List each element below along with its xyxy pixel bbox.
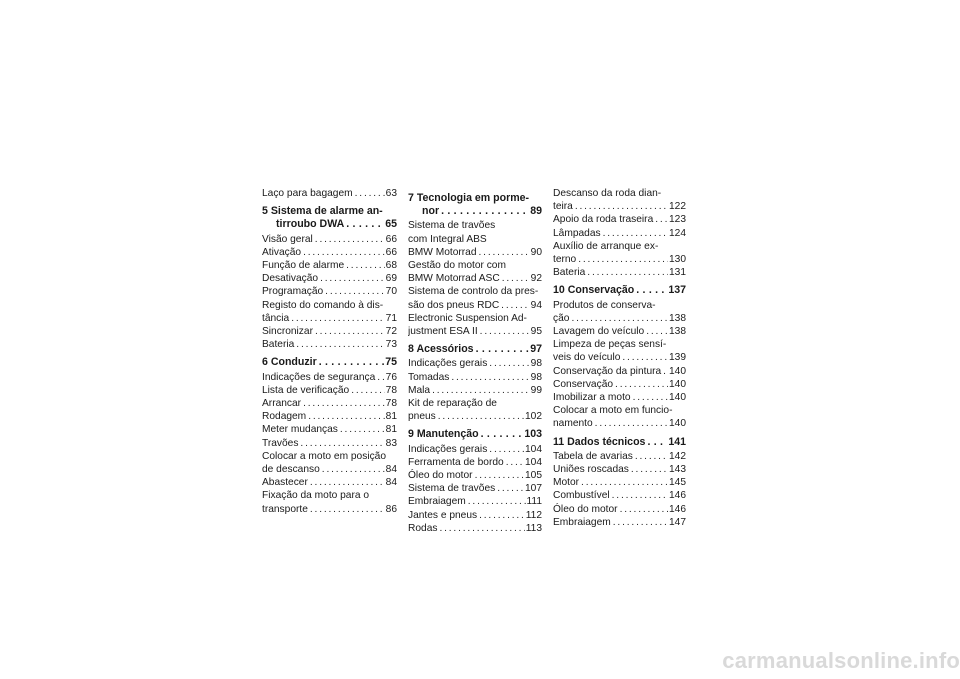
entry-title: nor	[422, 205, 440, 218]
entry-title: Bateria	[262, 339, 295, 351]
page-number: 140	[669, 365, 686, 377]
leader-dots	[603, 227, 668, 240]
entry-title: namento	[553, 418, 593, 430]
leader-dots	[475, 469, 524, 482]
page-number: 104	[525, 456, 542, 468]
index-section-heading	[553, 436, 686, 449]
leader-dots	[439, 522, 524, 535]
entry-title: veis do veículo	[553, 352, 621, 364]
entry-title: Ativação	[262, 246, 302, 258]
page-number: 75	[385, 356, 397, 369]
index-column-3	[553, 187, 686, 529]
entry-title: Indicações gerais	[408, 358, 488, 370]
watermark-text: carmanualsonline.info	[722, 648, 960, 673]
leader-dots	[646, 325, 668, 338]
page-number: 99	[530, 384, 542, 396]
index-entry	[408, 357, 542, 370]
index-entry	[553, 489, 686, 502]
index-column-1	[262, 187, 397, 516]
page-number: 63	[385, 188, 397, 199]
page-number: 78	[385, 398, 397, 410]
index-entry	[408, 397, 542, 423]
index-entry	[262, 397, 397, 410]
entry-title: terno	[553, 254, 577, 266]
index-entry	[408, 522, 542, 535]
entry-title: transporte	[262, 503, 308, 515]
leader-dots	[481, 428, 524, 441]
entry-text-line: Sistema de travões	[408, 220, 496, 232]
page-number: 113	[525, 522, 542, 534]
page-number: 72	[385, 326, 397, 338]
index-entry	[262, 338, 397, 351]
entry-title: Meter mudanças	[262, 424, 338, 436]
page-number: 111	[526, 496, 542, 508]
leader-dots	[587, 266, 668, 279]
page-number: 102	[525, 411, 542, 423]
entry-title: Indicações gerais	[408, 443, 488, 455]
entry-text-line: Electronic Suspension Ad-	[408, 312, 527, 324]
entry-title: Desativação	[262, 273, 319, 285]
page-number: 70	[385, 286, 397, 298]
page-number: 123	[669, 214, 686, 226]
index-section-heading	[408, 428, 542, 441]
index-entry	[553, 266, 686, 279]
leader-dots	[502, 272, 530, 285]
index-entry	[262, 371, 397, 384]
entry-title: Arrancar	[262, 398, 302, 410]
leader-dots	[615, 378, 668, 391]
page-number: 138	[669, 312, 686, 324]
page-number: 76	[385, 371, 397, 383]
index-entry	[553, 240, 686, 266]
entry-title: Visão geral	[262, 233, 313, 245]
page-number: 140	[669, 392, 686, 404]
page-number: 71	[385, 312, 397, 324]
page-number: 73	[385, 339, 397, 351]
leader-dots	[636, 284, 667, 297]
section-heading-first-line: 5 Sistema de alarme an-	[262, 205, 383, 218]
entry-title: Lista de verificação	[262, 384, 350, 396]
page-number: 103	[524, 428, 542, 441]
entry-title: Sincronizar	[262, 326, 313, 338]
page-number: 81	[385, 424, 397, 436]
page-number: 146	[669, 503, 686, 515]
index-entry	[262, 187, 397, 200]
index-entry	[553, 338, 686, 364]
leader-dots	[635, 450, 668, 463]
entry-title: Conservação	[553, 378, 614, 390]
leader-dots	[575, 200, 668, 213]
index-entry	[553, 391, 686, 404]
page-number: 95	[530, 326, 542, 338]
entry-title: de descanso	[262, 464, 320, 476]
page-number: 94	[530, 299, 542, 311]
index-entry	[553, 503, 686, 516]
leader-dots	[612, 489, 668, 502]
entry-title: justment ESA II	[408, 326, 478, 338]
entry-title: Abastecer	[262, 477, 308, 489]
leader-dots	[501, 299, 529, 312]
page-number: 97	[530, 343, 542, 356]
index-entry	[262, 246, 397, 259]
index-entry	[408, 259, 542, 285]
leader-dots	[300, 437, 384, 450]
entry-title: Combustível	[553, 490, 610, 502]
entry-title: Programação	[262, 286, 324, 298]
index-entry	[553, 227, 686, 240]
leader-dots	[340, 423, 385, 436]
leader-dots	[581, 476, 668, 489]
leader-dots	[308, 410, 384, 423]
entry-title: Lavagem do veículo	[553, 326, 645, 338]
index-entry	[262, 285, 397, 298]
page-number: 138	[669, 326, 686, 338]
entry-text-line: Sistema de controlo da pres-	[408, 286, 539, 298]
entry-title: 10 Conservação	[553, 284, 635, 297]
index-entry	[262, 410, 397, 423]
index-entry	[553, 213, 686, 226]
page-number: 130	[669, 254, 686, 266]
entry-title: Motor	[553, 477, 580, 489]
leader-dots	[479, 509, 525, 522]
leader-dots	[497, 482, 524, 495]
index-entry	[553, 299, 686, 325]
page-number: 147	[669, 516, 686, 528]
leader-dots	[479, 246, 530, 259]
entry-title: Rodagem	[262, 411, 307, 423]
page-number: 137	[668, 284, 686, 297]
entry-title: Rodas	[408, 522, 438, 534]
leader-dots	[489, 443, 524, 456]
page-number: 81	[385, 411, 397, 423]
entry-text-line: Limpeza de peças sensí-	[553, 339, 667, 351]
page-number: 140	[669, 378, 686, 390]
page-number: 90	[530, 246, 542, 258]
index-entry	[408, 469, 542, 482]
page-number: 66	[385, 246, 397, 258]
index-entry	[408, 285, 542, 311]
leader-dots	[303, 397, 385, 410]
entry-title: Mala	[408, 384, 431, 396]
entry-title: Embraiagem	[553, 516, 611, 528]
page-number: 104	[525, 443, 542, 455]
leader-dots	[315, 325, 385, 338]
leader-dots	[296, 338, 384, 351]
leader-dots	[595, 417, 668, 430]
index-entry	[262, 272, 397, 285]
section-heading-first-line: 7 Tecnologia em porme-	[408, 192, 530, 204]
entry-title: são dos pneus RDC	[408, 299, 500, 311]
page-number: 142	[669, 450, 686, 462]
index-entry	[262, 325, 397, 338]
entry-text-line: Descanso da roda dian-	[553, 188, 662, 199]
index-entry	[262, 437, 397, 450]
page-number: 69	[385, 273, 397, 285]
entry-title: Ferramenta de bordo	[408, 456, 504, 468]
page-number: 122	[669, 201, 686, 213]
entry-title: Óleo do motor	[553, 503, 618, 515]
entry-title: tância	[262, 312, 290, 324]
page-number: 83	[385, 437, 397, 449]
index-entry	[408, 456, 542, 469]
leader-dots	[303, 246, 385, 259]
index-section-heading	[408, 343, 542, 356]
leader-dots	[310, 476, 385, 489]
page-number: 143	[669, 464, 686, 476]
leader-dots	[310, 503, 385, 516]
entry-title: Tomadas	[408, 371, 450, 383]
entry-title: Jantes e pneus	[408, 509, 478, 521]
page-number: 89	[530, 205, 542, 218]
entry-title: 11 Dados técnicos	[553, 435, 646, 448]
index-entry	[553, 404, 686, 430]
index-entry	[408, 384, 542, 397]
leader-dots	[578, 253, 668, 266]
index-entry	[553, 365, 686, 378]
entry-text-line: Gestão do motor com	[408, 260, 506, 272]
entry-title: Travões	[262, 437, 299, 449]
index-entry	[262, 423, 397, 436]
index-section-heading	[553, 284, 686, 297]
index-section-heading	[408, 192, 542, 218]
page-number: 68	[385, 260, 397, 272]
page-number: 112	[525, 509, 542, 521]
leader-dots	[476, 343, 530, 356]
leader-dots	[377, 371, 384, 384]
index-entry	[408, 443, 542, 456]
leader-dots	[489, 357, 529, 370]
leader-dots	[325, 285, 385, 298]
leader-dots	[655, 213, 668, 226]
page-number: 98	[530, 358, 542, 370]
index-entry	[553, 187, 686, 213]
entry-title: 6 Conduzir	[262, 356, 317, 369]
entry-title: BMW Motorrad ASC	[408, 273, 500, 285]
entry-title: BMW Motorrad	[408, 246, 477, 258]
entry-title: Embraiagem	[408, 496, 466, 508]
entry-title: Sistema de travões	[408, 483, 496, 495]
entry-text-line: Registo do comando à dis-	[262, 299, 384, 311]
index-entry	[408, 482, 542, 495]
index-section-heading	[262, 205, 397, 231]
page-number: 84	[385, 464, 397, 476]
leader-dots	[351, 384, 384, 397]
leader-dots	[346, 259, 385, 272]
entry-title: Óleo do motor	[408, 470, 473, 482]
index-entry	[262, 489, 397, 515]
entry-title: Apoio da roda traseira	[553, 214, 654, 226]
entry-title: 8 Acessórios	[408, 343, 474, 356]
page-number: 146	[669, 490, 686, 502]
leader-dots	[291, 312, 384, 325]
leader-dots	[480, 325, 530, 338]
entry-title: Laço para bagagem	[262, 188, 353, 199]
page-number: 105	[525, 470, 542, 482]
leader-dots	[441, 205, 529, 218]
entry-title: Uniões roscadas	[553, 464, 629, 476]
leader-dots	[468, 495, 526, 508]
index-entry	[408, 495, 542, 508]
page-number: 141	[668, 435, 686, 448]
entry-title: Função de alarme	[262, 260, 345, 272]
index-entry	[262, 476, 397, 489]
page-number: 131	[669, 267, 686, 279]
page-number: 145	[669, 477, 686, 489]
leader-dots	[355, 187, 385, 200]
entry-title: Tabela de avarias	[553, 450, 633, 462]
leader-dots	[322, 463, 385, 476]
index-entry	[553, 325, 686, 338]
index-entry	[262, 450, 397, 476]
leader-dots	[631, 463, 668, 476]
leader-dots	[506, 456, 524, 469]
page-number: 107	[525, 483, 542, 495]
leader-dots	[320, 272, 385, 285]
entry-text-line: com Integral ABS	[408, 233, 487, 245]
leader-dots	[663, 365, 668, 378]
entry-text-line: Auxílio de arranque ex-	[553, 240, 659, 252]
index-entry	[553, 516, 686, 529]
leader-dots	[438, 410, 524, 423]
entry-title: Bateria	[553, 267, 586, 279]
page-number: 92	[530, 273, 542, 285]
leader-dots	[571, 312, 668, 325]
entry-title: Imobilizar a moto	[553, 392, 631, 404]
page-number: 139	[669, 352, 686, 364]
leader-dots	[647, 436, 667, 449]
page-number: 98	[530, 371, 542, 383]
leader-dots	[622, 351, 668, 364]
index-entry	[262, 384, 397, 397]
index-column-2	[408, 187, 542, 535]
page-number: 65	[385, 218, 397, 231]
index-entry	[262, 259, 397, 272]
entry-text-line: Fixação da moto para o	[262, 490, 370, 502]
index-entry	[408, 312, 542, 338]
index-entry	[553, 463, 686, 476]
leader-dots	[451, 371, 529, 384]
index-entry	[553, 476, 686, 489]
entry-title: 9 Manutenção	[408, 428, 479, 441]
entry-title: pneus	[408, 411, 436, 423]
index-entry	[408, 219, 542, 259]
entry-text-line: Kit de reparação de	[408, 398, 497, 410]
page-number: 66	[385, 233, 397, 245]
leader-dots	[315, 233, 385, 246]
entry-title: tirroubo DWA	[276, 218, 345, 231]
page-number: 84	[385, 477, 397, 489]
entry-title: teira	[553, 201, 573, 213]
index-entry	[553, 450, 686, 463]
page-number: 78	[385, 384, 397, 396]
index-section-heading	[262, 356, 397, 369]
page-number: 124	[669, 227, 686, 239]
entry-title: Indicações de segurança	[262, 371, 376, 383]
entry-text-line: Produtos de conserva-	[553, 299, 656, 311]
entry-title: ção	[553, 312, 570, 324]
leader-dots	[620, 503, 668, 516]
index-entry	[408, 509, 542, 522]
page-number: 86	[385, 503, 397, 515]
index-entry	[553, 378, 686, 391]
index-entry	[408, 371, 542, 384]
leader-dots	[633, 391, 668, 404]
index-entry	[262, 233, 397, 246]
leader-dots	[346, 218, 384, 231]
leader-dots	[319, 356, 384, 369]
page-number: 140	[669, 418, 686, 430]
leader-dots	[432, 384, 530, 397]
leader-dots	[613, 516, 668, 529]
entry-title: Conservação da pintura	[553, 365, 662, 377]
entry-text-line: Colocar a moto em funcio-	[553, 405, 673, 417]
entry-title: Lâmpadas	[553, 227, 601, 239]
index-entry	[262, 299, 397, 325]
entry-text-line: Colocar a moto em posição	[262, 450, 387, 462]
